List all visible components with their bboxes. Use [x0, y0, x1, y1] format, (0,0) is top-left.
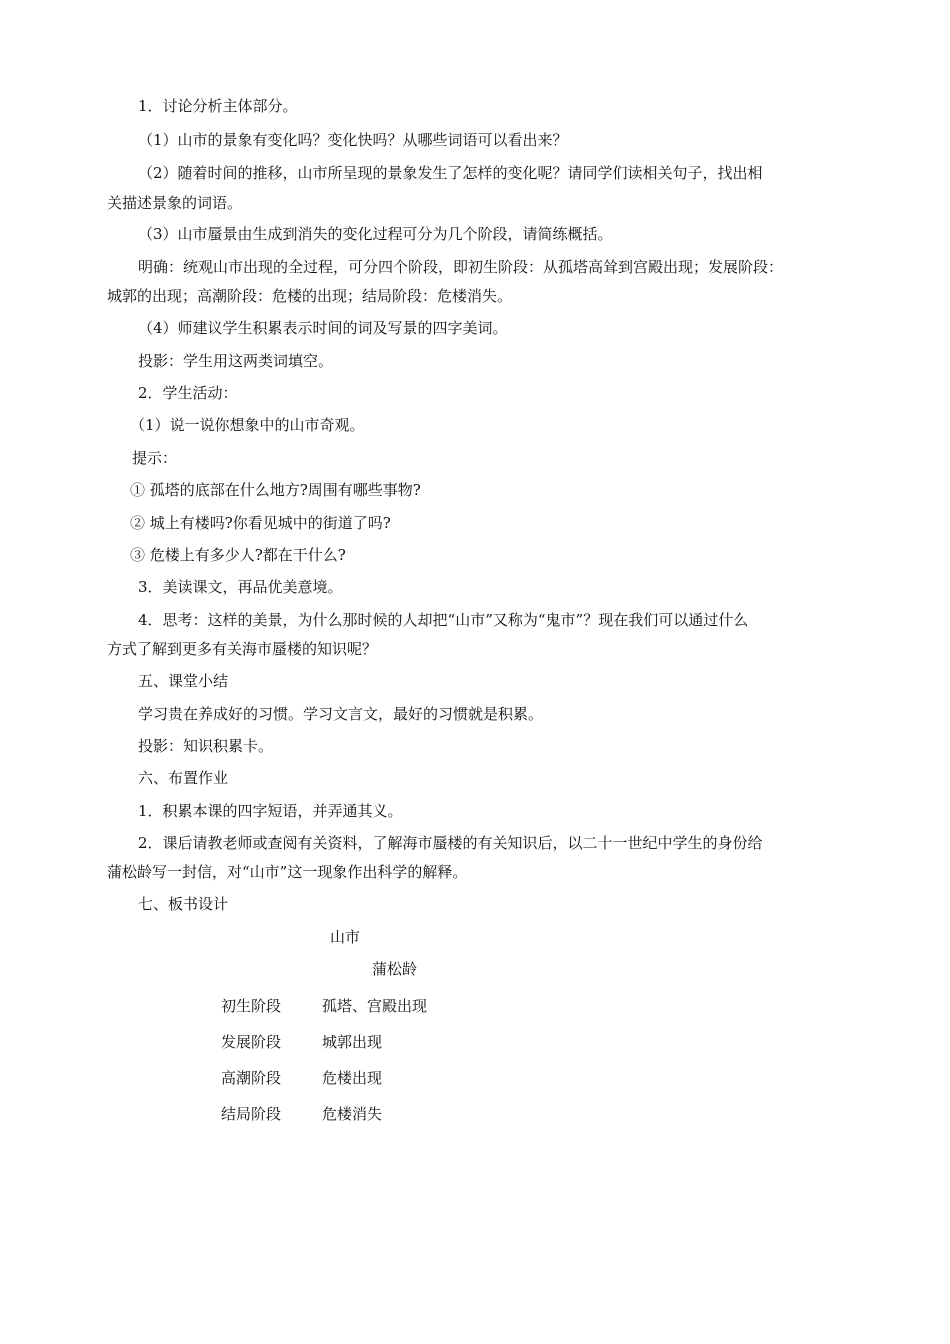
paragraph-line: 1．积累本课的四字短语，并弄通其义。: [138, 802, 403, 820]
section-heading: 六、布置作业: [138, 769, 229, 787]
board-title: 山市: [330, 928, 361, 946]
section-heading: 2．学生活动：: [138, 384, 238, 402]
section-heading: 五、课堂小结: [138, 672, 229, 690]
board-content: 危楼出现: [322, 1069, 383, 1087]
board-content: 城郭出现: [322, 1033, 383, 1051]
paragraph-line: （1）山市的景象有变化吗？变化快吗？从哪些词语可以看出来？: [138, 131, 568, 149]
board-stage: 发展阶段: [221, 1033, 282, 1051]
paragraph-line: 蒲松龄写一封信，对“山市”这一现象作出科学的解释。: [107, 863, 468, 881]
board-stage: 高潮阶段: [221, 1069, 282, 1087]
paragraph-line: 2．课后请教老师或查阅有关资料，了解海市蜃楼的有关知识后，以二十一世纪中学生的身份给: [138, 834, 763, 852]
section-heading: 七、板书设计: [138, 895, 229, 913]
list-item: ① 孤塔的底部在什么地方?周围有哪些事物?: [130, 481, 421, 499]
list-item: ② 城上有楼吗?你看见城中的街道了吗?: [130, 514, 391, 532]
paragraph-line: （1）说一说你想象中的山市奇观。: [130, 416, 365, 434]
list-item: ③ 危楼上有多少人?都在干什么?: [130, 546, 346, 564]
section-heading: 1．讨论分析主体部分。: [138, 97, 298, 115]
paragraph-line: 城郭的出现；高潮阶段：危楼的出现；结局阶段：危楼消失。: [107, 287, 513, 305]
board-stage: 初生阶段: [221, 997, 282, 1015]
paragraph-line: 投影：知识积累卡。: [138, 737, 274, 755]
section-heading: 3．美读课文，再品优美意境。: [138, 578, 343, 596]
paragraph-line: （4）师建议学生积累表示时间的词及写景的四字美词。: [138, 319, 508, 337]
paragraph-line: 4．思考：这样的美景，为什么那时候的人却把“山市”又称为“鬼市”？现在我们可以通过什么: [138, 611, 749, 629]
paragraph-line: 学习贵在养成好的习惯。学习文言文，最好的习惯就是积累。: [138, 705, 544, 723]
board-author: 蒲松龄: [372, 960, 418, 978]
board-content: 危楼消失: [322, 1105, 383, 1123]
board-content: 孤塔、宫殿出现: [322, 997, 428, 1015]
paragraph-line: （2）随着时间的推移，山市所呈现的景象发生了怎样的变化呢？请同学们读相关句子，找出相: [138, 164, 763, 182]
board-stage: 结局阶段: [221, 1105, 282, 1123]
paragraph-line: 明确：统观山市出现的全过程，可分四个阶段，即初生阶段：从孤塔高耸到宫殿出现；发展阶段：: [138, 258, 784, 276]
paragraph-line: （3）山市蜃景由生成到消失的变化过程可分为几个阶段，请简练概括。: [138, 225, 613, 243]
paragraph-line: 关描述景象的词语。: [107, 194, 243, 212]
paragraph-line: 投影：学生用这两类词填空。: [138, 352, 334, 370]
paragraph-line: 方式了解到更多有关海市蜃楼的知识呢？: [107, 640, 378, 658]
paragraph-line: 提示：: [132, 449, 178, 467]
